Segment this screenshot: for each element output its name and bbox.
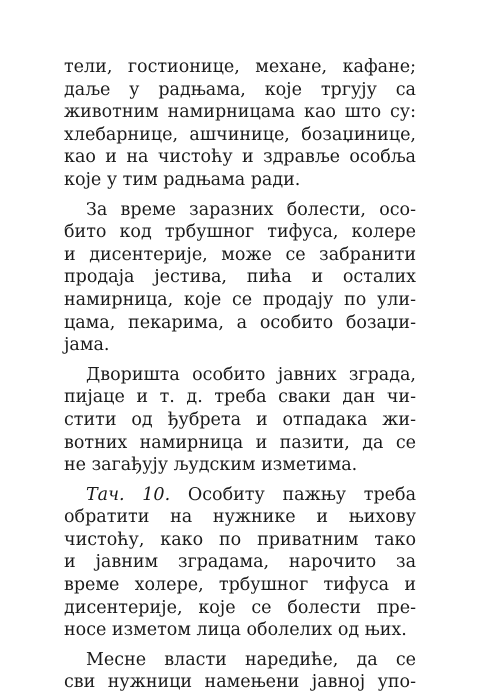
text-line-rest: Особиту пажњу треба bbox=[170, 484, 416, 505]
text-line: животним намирницама као што су: bbox=[64, 102, 416, 123]
paragraph-3 bbox=[64, 364, 416, 477]
text-line: чистоћу, како по приватним тако bbox=[64, 529, 416, 550]
text-line: и јавним зградама, нарочито за bbox=[64, 552, 416, 573]
text-line: вотних намирница и пазити, да се bbox=[64, 432, 416, 453]
body-text bbox=[64, 56, 416, 694]
paragraph-gap bbox=[64, 357, 416, 364]
paragraph-4 bbox=[64, 484, 416, 642]
text-line: сви нужници намењени јавној упо- bbox=[64, 672, 416, 693]
text-line: јама. bbox=[64, 335, 110, 356]
text-line: За време заразних болести, осо- bbox=[86, 199, 416, 220]
text-line: дисентерије, које се болести пре- bbox=[64, 597, 416, 618]
paragraph-gap bbox=[64, 192, 416, 199]
text-line: пијаце и т. д. треба сваки дан чи- bbox=[64, 387, 416, 408]
text-line: време холере, трбушног тифуса и bbox=[64, 575, 416, 596]
text-line: носе изметом лица оболелих од њих. bbox=[64, 620, 407, 641]
text-line: цама, пекарима, а особито бозаџи- bbox=[64, 312, 416, 333]
text-line: бито код трбушног тифуса, колере bbox=[64, 222, 416, 243]
paragraph-2 bbox=[64, 199, 416, 357]
text-line: продаја јестива, пића и осталих bbox=[64, 267, 416, 288]
text-line: Дворишта особито јавних зграда, bbox=[86, 364, 416, 385]
text-line: Месне власти наредиће, да се bbox=[86, 649, 416, 670]
text-line: и дисентерије, може се забранити bbox=[64, 244, 416, 265]
text-line bbox=[64, 484, 416, 507]
paragraph-gap bbox=[64, 477, 416, 484]
text-line: тели, гостионице, механе, кафане; bbox=[64, 57, 416, 77]
text-line: намирница, које се продају по ули- bbox=[64, 289, 416, 310]
text-line: стити од ђубрета и отпадака жи- bbox=[64, 409, 416, 430]
text-line: обратити на нужнике и њихову bbox=[64, 507, 416, 528]
paragraph-gap bbox=[64, 642, 416, 649]
text-line: као и на чистоћу и здравље особља bbox=[64, 147, 416, 168]
text-line: које у тим радњама ради. bbox=[64, 169, 301, 190]
text-line: не загађују људским изметима. bbox=[64, 455, 358, 476]
text-line: хлебарнице, ашчинице, бозаџинице, bbox=[64, 124, 416, 145]
paragraph-5 bbox=[64, 649, 416, 694]
paragraph-1 bbox=[64, 56, 416, 192]
text-line: даље у радњама, које тргују са bbox=[64, 79, 416, 100]
section-number: Тач. 10. bbox=[86, 484, 171, 505]
